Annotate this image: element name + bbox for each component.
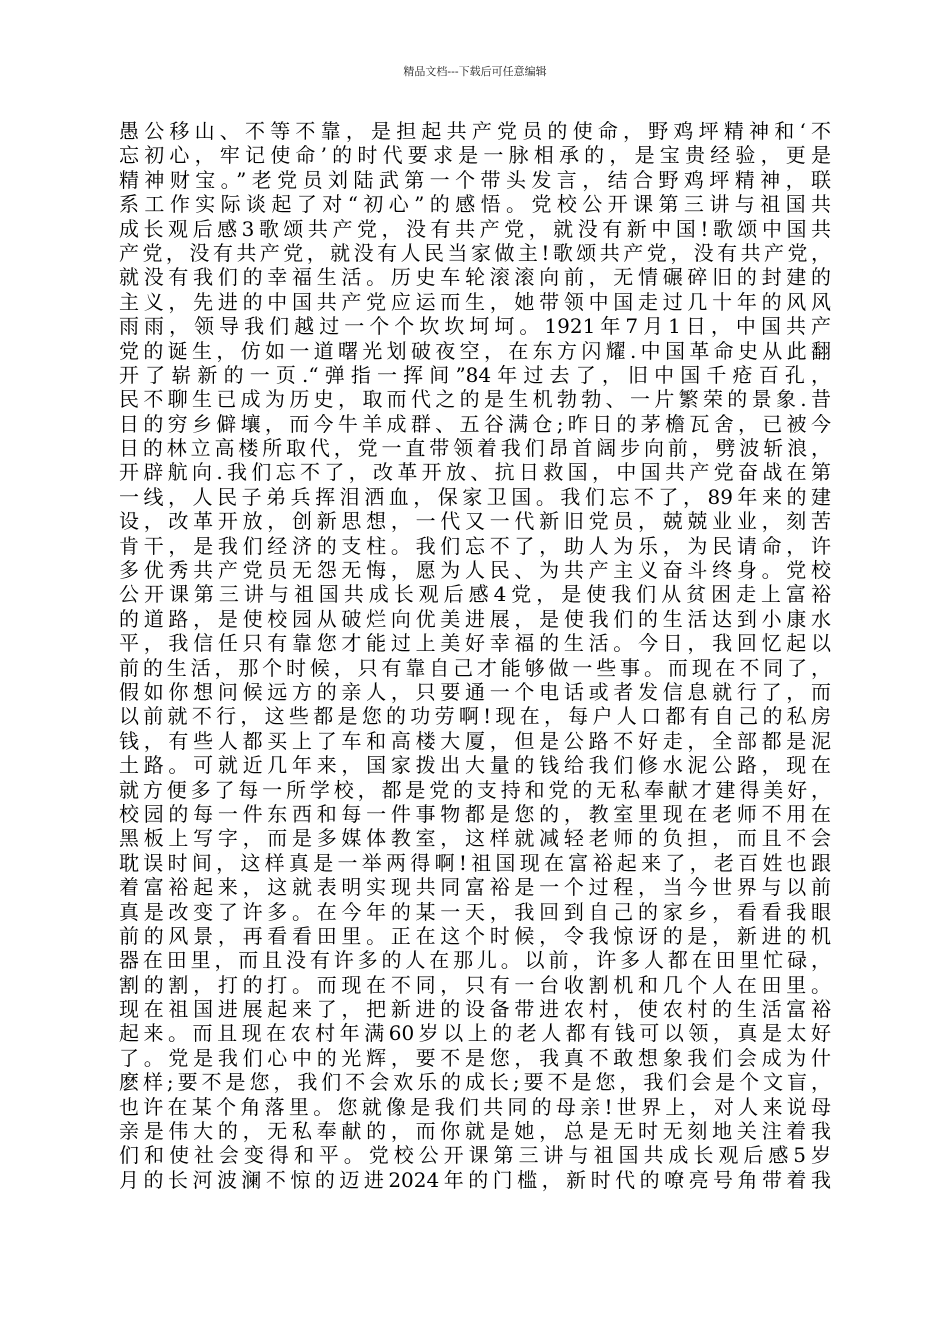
- text-line: 系工作实际谈起了对“初心”的感悟。党校公开课第三讲与祖国共: [119, 192, 831, 217]
- text-line: 前的生活，那个时候，只有靠自己才能够做一些事。而现在不同了，: [119, 655, 831, 680]
- text-line: 了。党是我们心中的光辉，要不是您，我真不敢想象我们会成为什: [119, 1045, 831, 1070]
- text-line: 前的风景，再看看田里。正在这个时候，令我惊讶的是，新进的机: [119, 923, 831, 948]
- text-line: 精神财宝。”老党员刘陆武第一个带头发言，结合野鸡坪精神，联: [119, 167, 831, 192]
- text-line: 成长观后感3歌颂共产党，没有共产党，就没有新中国!歌颂中国共: [119, 216, 831, 241]
- text-line: 亲是伟大的，无私奉献的，而你就是她，总是无时无刻地关注着我: [119, 1119, 831, 1144]
- text-line: 钱，有些人都买上了车和高楼大厦，但是公路不好走，全部都是泥: [119, 728, 831, 753]
- text-line: 多优秀共产党员无怨无悔，愿为人民、为共产主义奋斗终身。党校: [119, 558, 831, 583]
- text-line: 土路。可就近几年来，国家拨出大量的钱给我们修水泥公路，现在: [119, 753, 831, 778]
- text-line: 麽样;要不是您，我们不会欢乐的成长;要不是您，我们会是个文盲，: [119, 1070, 831, 1095]
- page-header: 精品文档---下载后可任意编辑: [403, 65, 547, 78]
- text-line: 肯干，是我们经济的支柱。我们忘不了，助人为乐，为民请命，许: [119, 533, 831, 558]
- text-line: 主义，先进的中国共产党应运而生，她带领中国走过几十年的风风: [119, 289, 831, 314]
- text-line: 就方便多了每一所学校，都是党的支持和党的无私奉献才建得美好，: [119, 777, 831, 802]
- text-line: 耽误时间，这样真是一举两得啊!祖国现在富裕起来了，老百姓也跟: [119, 850, 831, 875]
- text-line: 真是改变了许多。在今年的某一天，我回到自己的家乡，看看我眼: [119, 899, 831, 924]
- text-line: 日的林立高楼所取代，党一直带领着我们昂首阔步向前，劈波斩浪，: [119, 436, 831, 461]
- text-line: 器在田里，而且没有许多的人在那儿。以前，许多人都在田里忙碌，: [119, 948, 831, 973]
- text-line: 公开课第三讲与祖国共成长观后感4党，是使我们从贫困走上富裕: [119, 582, 831, 607]
- text-line: 们和使社会变得和平。党校公开课第三讲与祖国共成长观后感5岁: [119, 1143, 831, 1168]
- text-line: 起来。而且现在农村年满60岁以上的老人都有钱可以领，真是太好: [119, 1021, 831, 1046]
- text-line: 一线，人民子弟兵挥泪洒血，保家卫国。我们忘不了，89年来的建: [119, 484, 831, 509]
- text-line: 开辟航向.我们忘不了，改革开放、抗日救国，中国共产党奋战在第: [119, 460, 831, 485]
- text-line: 月的长河波澜不惊的迈进2024年的门槛，新时代的嘹亮号角带着我: [119, 1167, 831, 1192]
- text-line: 现在祖国进展起来了，把新进的设备带进农村，使农村的生活富裕: [119, 997, 831, 1022]
- text-line: 也许在某个角落里。您就像是我们共同的母亲!世界上，对人来说母: [119, 1094, 831, 1119]
- text-line: 民不聊生已成为历史，取而代之的是生机勃勃、一片繁荣的景象.昔: [119, 387, 831, 412]
- text-line: 着富裕起来，这就表明实现共同富裕是一个过程，当今世界与以前: [119, 875, 831, 900]
- text-line: 忘初心，牢记使命’的时代要求是一脉相承的，是宝贵经验，更是: [119, 143, 831, 168]
- text-line: 以前就不行，这些都是您的功劳啊!现在，每户人口都有自己的私房: [119, 704, 831, 729]
- text-line: 割的割，打的打。而现在不同，只有一台收割机和几个人在田里。: [119, 972, 831, 997]
- text-line: 党的诞生，仿如一道曙光划破夜空，在东方闪耀.中国革命史从此翻: [119, 338, 831, 363]
- text-line: 就没有我们的幸福生活。历史车轮滚滚向前，无情碾碎旧的封建的: [119, 265, 831, 290]
- text-line: 愚公移山、不等不靠，是担起共产党员的使命，野鸡坪精神和‘不: [119, 119, 831, 143]
- text-line: 日的穷乡僻壤，而今牛羊成群、五谷满仓;昨日的茅檐瓦舍，已被今: [119, 411, 831, 436]
- text-line: 校园的每一件东西和每一件事物都是您的，教室里现在老师不用在: [119, 801, 831, 826]
- text-line: 的道路，是使校园从破烂向优美进展，是使我们的生活达到小康水: [119, 606, 831, 631]
- text-line: 平，我信任只有靠您才能过上美好幸福的生活。今日，我回忆起以: [119, 631, 831, 656]
- text-line: 黑板上写字，而是多媒体教室，这样就减轻老师的负担，而且不会: [119, 826, 831, 851]
- text-line: 假如你想问候远方的亲人，只要通一个电话或者发信息就行了，而: [119, 679, 831, 704]
- document-body: [119, 119, 831, 1192]
- text-line: 雨雨，领导我们越过一个个坎坎坷坷。1921年7月1日，中国共产: [119, 314, 831, 339]
- text-line: 开了崭新的一页.“弹指一挥间”84年过去了，旧中国千疮百孔，: [119, 362, 831, 387]
- text-line: 设，改革开放，创新思想，一代又一代新旧党员，兢兢业业，刻苦: [119, 509, 831, 534]
- text-line: 产党，没有共产党，就没有人民当家做主!歌颂共产党，没有共产党，: [119, 240, 831, 265]
